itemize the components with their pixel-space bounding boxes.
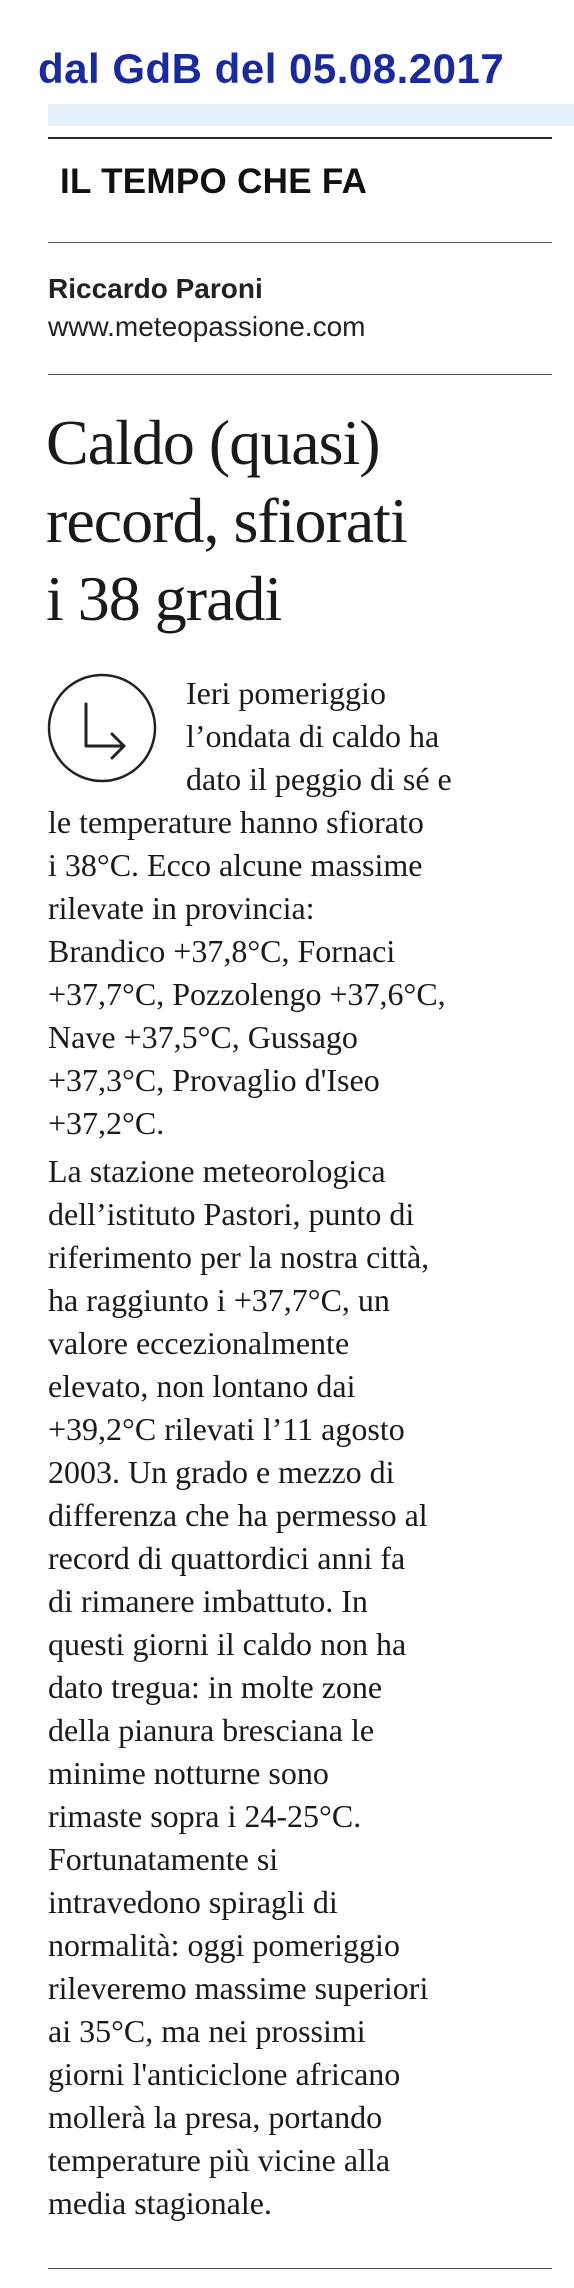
paragraph-1 bbox=[48, 801, 446, 1145]
text-line: i 38°C. Ecco alcune massime bbox=[48, 847, 423, 883]
text-line: +37,7°C, Pozzolengo +37,6°C, bbox=[48, 976, 446, 1012]
top-divider bbox=[48, 137, 552, 139]
text-line: La stazione meteorologica bbox=[48, 1153, 386, 1189]
text-line: +37,3°C, Provaglio d'Iseo bbox=[48, 1062, 380, 1098]
text-line: differenza che ha permesso al bbox=[48, 1497, 428, 1533]
text-line: ai 35°C, ma nei prossimi bbox=[48, 2013, 366, 2049]
text-line: questi giorni il caldo non ha bbox=[48, 1626, 407, 1662]
section-divider bbox=[48, 242, 552, 243]
text-line: minime notturne sono bbox=[48, 1755, 329, 1791]
text-line: normalità: oggi pomeriggio bbox=[48, 1927, 400, 1963]
text-line: l’ondata di caldo ha bbox=[186, 718, 440, 754]
headline-line: Caldo (quasi) bbox=[46, 407, 380, 478]
arrow-down-right-icon bbox=[46, 672, 158, 784]
text-line: +39,2°C rilevati l’11 agosto bbox=[48, 1411, 405, 1447]
text-line: +37,2°C. bbox=[48, 1105, 165, 1141]
bottom-divider bbox=[48, 2268, 552, 2269]
text-line: ha raggiunto i +37,7°C, un bbox=[48, 1282, 390, 1318]
text-line: rilevate in provincia: bbox=[48, 890, 315, 926]
author-website: www.meteopassione.com bbox=[48, 311, 366, 342]
headline bbox=[46, 404, 556, 638]
text-line: record di quattordici anni fa bbox=[48, 1540, 406, 1576]
text-line: 2003. Un grado e mezzo di bbox=[48, 1454, 395, 1490]
text-line: dato tregua: in molte zone bbox=[48, 1669, 383, 1705]
text-line: valore eccezionalmente bbox=[48, 1325, 350, 1361]
text-line: Nave +37,5°C, Gussago bbox=[48, 1019, 358, 1055]
paragraph-1-intro bbox=[186, 672, 452, 801]
headline-line: i 38 gradi bbox=[46, 563, 282, 634]
text-line: intravedono spiragli di bbox=[48, 1884, 338, 1920]
text-line: rileveremo massime superiori bbox=[48, 1970, 429, 2006]
headline-line: record, sfiorati bbox=[46, 485, 407, 556]
text-line: Brandico +37,8°C, Fornaci bbox=[48, 933, 396, 969]
text-line: Ieri pomeriggio bbox=[186, 675, 386, 711]
source-date-line: dal GdB del 05.08.2017 bbox=[38, 45, 505, 92]
text-line: riferimento per la nostra città, bbox=[48, 1239, 430, 1275]
byline-divider bbox=[48, 374, 552, 375]
section-label: IL TEMPO CHE FA bbox=[60, 162, 368, 201]
highlight-band bbox=[48, 104, 574, 126]
text-line: dell’istituto Pastori, punto di bbox=[48, 1196, 415, 1232]
text-line: della pianura bresciana le bbox=[48, 1712, 375, 1748]
text-line: giorni l'anticiclone africano bbox=[48, 2056, 401, 2092]
text-line: temperature più vicine alla bbox=[48, 2142, 391, 2178]
author-name: Riccardo Paroni bbox=[48, 273, 263, 304]
text-line: dato il peggio di sé e bbox=[186, 761, 452, 797]
paragraph-2 bbox=[48, 1150, 429, 2225]
text-line: elevato, non lontano dai bbox=[48, 1368, 356, 1404]
text-line: mollerà la presa, portando bbox=[48, 2099, 383, 2135]
text-line: media stagionale. bbox=[48, 2185, 272, 2221]
text-line: le temperature hanno sfiorato bbox=[48, 804, 424, 840]
text-line: rimaste sopra i 24-25°C. bbox=[48, 1798, 362, 1834]
text-line: di rimanere imbattuto. In bbox=[48, 1583, 368, 1619]
text-line: Fortunatamente si bbox=[48, 1841, 279, 1877]
